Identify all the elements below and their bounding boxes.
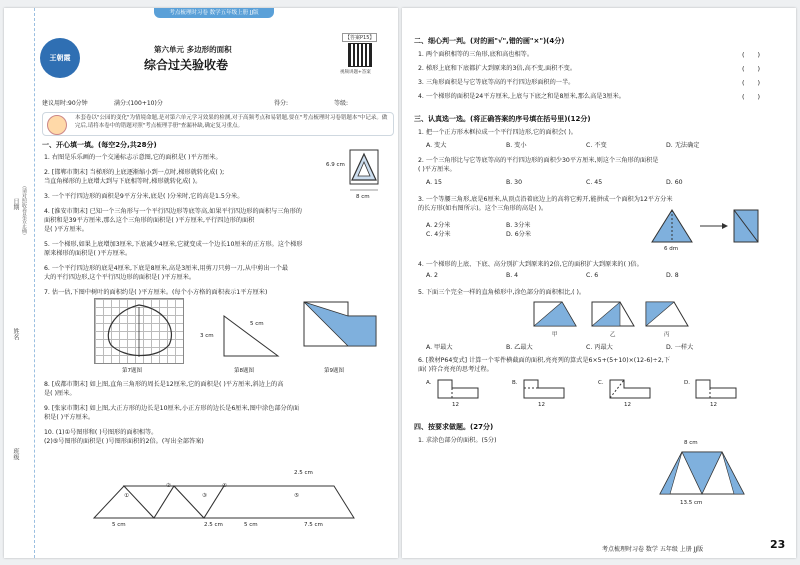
traffic-sign-figure bbox=[340, 148, 390, 198]
base5-dim: 7.5 cm bbox=[304, 522, 323, 528]
choice-question: 2. 一个三角形比与它等底等高的平行四边形的面积少30平方厘米,则这个三角形的面积是 bbox=[418, 157, 659, 164]
section-1-title: 一、开心填一填。(每空2分,共28分) bbox=[42, 141, 157, 149]
shape-label: ④ bbox=[222, 483, 227, 489]
option[interactable]: A. 2 bbox=[426, 272, 438, 279]
option[interactable]: A. 2分米 bbox=[426, 222, 451, 229]
question-line: 3. 一个平行四边形的面积是9平方分米,底是( )分米时,它的高是1.5分米。 bbox=[44, 193, 244, 200]
choice-question: 4. 一个梯形的上底、下底、高分别扩大到原来的2倍,它的面积扩大到原来的( )倍。 bbox=[418, 261, 643, 268]
shapes-strip-figure bbox=[94, 478, 384, 528]
question-line: 4. [淮安市期末] 已知一个三角形与一个平行四边形等底等高,如果平行四边形的面积与三角形的 bbox=[44, 208, 302, 215]
choice-options bbox=[426, 272, 746, 279]
question-line: 大的平行四边形,这个平行四边形的面积是( )平方厘米。 bbox=[44, 274, 196, 281]
question-line: 9. [张家市期末] 如上图,大正方形的边长是10厘米,小正方形的边长是6厘米,图中涂色部分的面 bbox=[44, 405, 300, 412]
right-triangle-figure bbox=[214, 306, 284, 366]
question-line: 6. 一个平行四边形的底是4厘米,下底是8厘米,高是3厘米,用剪刀只剪一刀,从中剪出一个最 bbox=[44, 265, 289, 272]
fig9-caption: 第9题图 bbox=[324, 368, 344, 374]
option[interactable]: D. 一样大 bbox=[666, 344, 694, 351]
right-page bbox=[402, 8, 796, 558]
option[interactable]: C. 45 bbox=[586, 179, 603, 186]
base4-dim: 5 cm bbox=[244, 522, 258, 528]
meta-score: 满分:(100+10)分 bbox=[114, 100, 163, 107]
choice-question: 的长方形(如右图所示)。这个三角形的高是( )。 bbox=[418, 205, 548, 212]
option[interactable]: B. 3分米 bbox=[506, 222, 531, 229]
choice-question: 5. 下面三个完全一样的直角梯形中,涂色部分的面积相比,( )。 bbox=[418, 289, 586, 296]
meta-got: 得分: bbox=[274, 100, 289, 107]
option[interactable]: D. 无法确定 bbox=[666, 142, 700, 149]
option[interactable]: A. 甲最大 bbox=[426, 344, 453, 351]
part-dim: 12 bbox=[538, 402, 545, 408]
question-line: 2. [邯郸市期末] 当梯形的上底逐渐缩小到一点时,梯形就转化成( ); bbox=[44, 169, 225, 176]
fig7-caption: 第7题图 bbox=[122, 368, 142, 374]
fig8-caption: 第8题图 bbox=[234, 368, 254, 374]
part-dim: 12 bbox=[624, 402, 631, 408]
question-line: 是( )平方厘米。 bbox=[44, 226, 88, 233]
calc-question: 1. 求涂色部分的面积。(5分) bbox=[418, 437, 497, 444]
sign-side-dim: 6.9 cm bbox=[326, 162, 345, 168]
judge-answer-slot[interactable]: ( ) bbox=[742, 65, 761, 73]
option[interactable]: C. 丙最大 bbox=[586, 344, 613, 351]
judge-item: 2. 梯形上底和下底都扩大到原来的3倍,高不变,面积不变。 bbox=[418, 65, 577, 72]
header-band: 考点梳理时习卷 数学五年级上册 JJ版 bbox=[154, 8, 274, 18]
option[interactable]: B. 乙最大 bbox=[506, 344, 533, 351]
meta-level: 等级: bbox=[334, 100, 349, 107]
qr-caption: 视频讲题+答案 bbox=[340, 70, 371, 75]
student-avatar-icon bbox=[47, 115, 67, 135]
part-shapes-figure bbox=[438, 378, 768, 402]
option[interactable]: A. 15 bbox=[426, 179, 442, 186]
page-number: 23 bbox=[770, 538, 786, 551]
qr-code[interactable] bbox=[349, 44, 371, 66]
trapezoid-label: 乙 bbox=[610, 332, 616, 338]
trapezoid-label: 丙 bbox=[664, 332, 670, 338]
question-line: 面积和是39平方厘米,那么这个三角形的面积是( )平方厘米,平行四边形的面积 bbox=[44, 217, 255, 224]
answer-ref-tag: 【答案P15】 bbox=[342, 33, 377, 42]
choice-question: ( )平方厘米。 bbox=[418, 166, 456, 173]
left-page bbox=[4, 8, 398, 558]
base1-dim: 5 cm bbox=[112, 522, 126, 528]
option[interactable]: A. 变大 bbox=[426, 142, 447, 149]
section-4-title: 四、按要求做题。(27分) bbox=[414, 423, 494, 431]
page-title: 综合过关验收卷 bbox=[144, 58, 229, 72]
tri-base-dim: 6 dm bbox=[664, 246, 679, 252]
judge-item: 3. 三角形面积是与它等底等高的平行四边形面积的一半。 bbox=[418, 79, 575, 86]
unit-title: 第六单元 多边形的面积 bbox=[154, 45, 232, 54]
choice-question: 3. 一个等腰三角形,底是6厘米,从顶点沿着底边上的高将它剪开,能拼成一个面积为12平方分米 bbox=[418, 196, 673, 203]
choice-options bbox=[426, 342, 746, 351]
part-dim: 12 bbox=[452, 402, 459, 408]
triangle-height-dim: 3 cm bbox=[200, 333, 214, 339]
shape-label: ③ bbox=[202, 493, 207, 499]
judge-item: 4. 一个梯形的面积是24平方厘米,上底与下底之和是8厘米,那么高是3厘米。 bbox=[418, 93, 625, 100]
triangle-to-rectangle-figure bbox=[652, 208, 772, 248]
question-line: 1. 右图是乐乐画的一个交通标志示意图,它的面积是( )平方厘米。 bbox=[44, 154, 222, 161]
part-option-label[interactable]: A. bbox=[426, 380, 432, 386]
shape-label: ② bbox=[166, 483, 171, 489]
option[interactable]: B. 30 bbox=[506, 179, 523, 186]
trap-bottom-dim: 13.5 cm bbox=[680, 500, 703, 506]
judge-answer-slot[interactable]: ( ) bbox=[742, 79, 761, 87]
intro-text: 本套卷以"公园的变化"为情境命题,是对第六单元学习效果的检测,对于高频考点和易错题,要在"考点梳理时习卷错题本"中记录。做完后,请将本卷中的错题对照"考点梳理手册"查漏补缺,确定复习重点。 bbox=[75, 115, 388, 129]
choice-question: 6. [教材P64变式] 计算一个零件横截面的面积,亮亮列的算式是6×5+(5+10)×(12-6)÷2,下 bbox=[418, 357, 670, 364]
leaf-grid-figure bbox=[94, 298, 184, 364]
trapezoids-figure bbox=[532, 300, 692, 330]
option[interactable]: D. 60 bbox=[666, 179, 683, 186]
question-line: 10. (1)①号图形和( )号图形的面积相等。 bbox=[44, 429, 158, 436]
meta-time: 建议用时:90分钟 bbox=[42, 100, 88, 107]
shaded-trapezoid-figure bbox=[660, 450, 750, 500]
choice-question: 面( )符合亮亮的思考过程。 bbox=[418, 366, 493, 373]
question-line: 原来梯形的面积是( )平方厘米。 bbox=[44, 250, 132, 257]
option[interactable]: B. 4 bbox=[506, 272, 519, 279]
option[interactable]: C. 4分米 bbox=[426, 231, 451, 238]
brand-logo: 王朝霞 bbox=[40, 38, 80, 78]
part-option-label[interactable]: B. bbox=[512, 380, 518, 386]
side-name-label: 姓名 bbox=[12, 328, 19, 340]
intro-box bbox=[42, 112, 394, 136]
shape-label: ① bbox=[124, 493, 129, 499]
choice-question: 1. 把一个正方形木框拉成一个平行四边形,它的面积会( )。 bbox=[418, 129, 577, 136]
question-line: 5. 一个梯形,如果上底增加3厘米,下底减少4厘米,它就变成一个边长10厘米的正方形。这个梯形 bbox=[44, 241, 303, 248]
question-line: 是( )厘米。 bbox=[44, 390, 76, 397]
part-dim: 12 bbox=[710, 402, 717, 408]
judge-answer-slot[interactable]: ( ) bbox=[742, 93, 761, 101]
choice-options bbox=[426, 140, 746, 149]
question-line: 当直角梯形的上底增大到与下底相等时,梯形就转化成( )。 bbox=[44, 178, 202, 185]
option[interactable]: C. 不变 bbox=[586, 142, 607, 149]
choice-options bbox=[426, 179, 746, 186]
section-3-title: 三、认真选一选。(将正确答案的序号填在括号里)(12分) bbox=[414, 115, 591, 123]
question-line: 积是( )平方厘米。 bbox=[44, 414, 95, 421]
judge-item: 1. 两个面积相等的三角形,底和高也相等。 bbox=[418, 51, 534, 58]
side-class-label: 班级 bbox=[12, 448, 19, 460]
judge-answer-slot[interactable]: ( ) bbox=[742, 51, 761, 59]
side-date-label: 日期 bbox=[12, 198, 19, 210]
sign-base-dim: 8 cm bbox=[356, 194, 370, 200]
option[interactable]: B. 变小 bbox=[506, 142, 527, 149]
part-option-label[interactable]: C. bbox=[598, 380, 604, 386]
page-footer: 考点梳理时习卷 数学 五年级 上册 JJ版 bbox=[602, 546, 704, 553]
section-2-title: 二、细心判一判。(对的画"√",错的画"×")(4分) bbox=[414, 37, 565, 45]
question-line: 8. [成都市期末] 如上图,直角三角形的周长是12厘米,它的面积是( )平方厘米,斜边上的高 bbox=[44, 381, 284, 388]
trapezoid-label: 甲 bbox=[552, 332, 558, 338]
binding-strip bbox=[4, 8, 35, 558]
trap-top-dim: 8 cm bbox=[684, 440, 698, 446]
squares-figure bbox=[302, 300, 382, 366]
triangle-hyp-dim: 5 cm bbox=[250, 321, 264, 327]
option[interactable]: D. 8 bbox=[666, 272, 679, 279]
part-option-label[interactable]: D. bbox=[684, 380, 690, 386]
side-note: （请对照收卷是否正确） bbox=[21, 183, 27, 238]
option[interactable]: D. 6分米 bbox=[506, 231, 532, 238]
shape-top-dim: 2.5 cm bbox=[294, 470, 313, 476]
shape-label: ⑤ bbox=[294, 493, 299, 499]
question-line: (2)⑤号图形的面积是( )号图形面积的2倍。(写出全部答案) bbox=[44, 438, 204, 445]
option[interactable]: C. 6 bbox=[586, 272, 599, 279]
base3-dim: 2.5 cm bbox=[204, 522, 223, 528]
choice-options bbox=[426, 220, 596, 238]
question-line: 7. 估一估,下图中树叶的面积约是( )平方厘米。(每个小方格的面积表示1平方厘米) bbox=[44, 289, 268, 296]
